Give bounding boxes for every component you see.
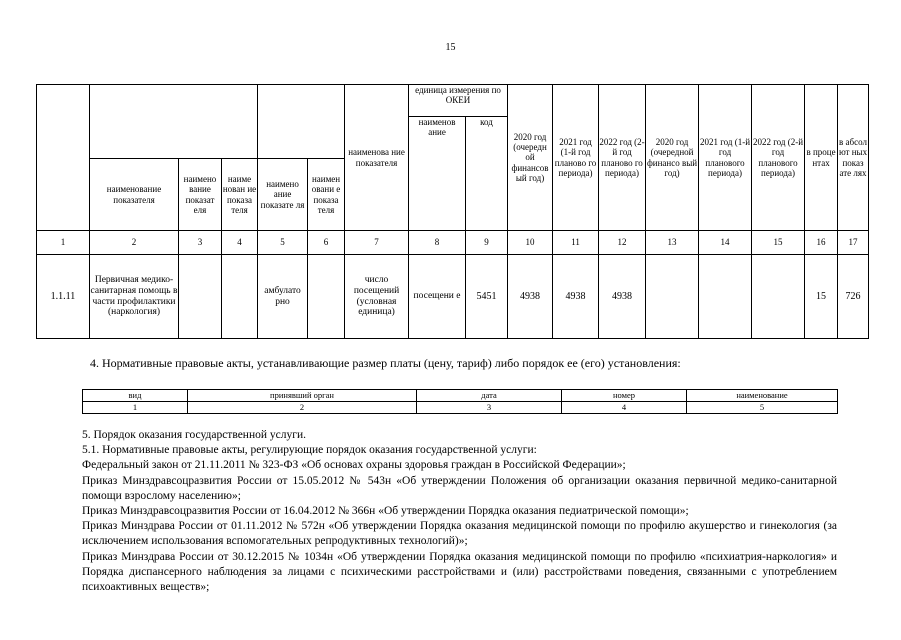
- header-2022: 2022 год (2-й год планово го периода): [599, 85, 646, 231]
- section-5-1-title: 5.1. Нормативные правовые акты, регулирующие порядок оказания государственной услуги:: [82, 444, 537, 457]
- header-indicator-name: наименова ние показателя: [345, 85, 409, 231]
- subheader-name-3: наиме нован ие показа теля: [222, 159, 258, 231]
- legal-acts-table: [82, 389, 838, 414]
- unit-code: 5451: [466, 255, 508, 339]
- col-number: 1: [83, 402, 188, 414]
- col-number: 14: [699, 231, 752, 255]
- header-2020-fee: 2020 год (очередной финансо вый год): [646, 85, 699, 231]
- legal-act-item: Приказ Минздравсоцразвития России от 16.04.2012 № 366н «Об утверждении Порядка оказания педиатрической помощи»;: [82, 505, 689, 518]
- header-empty-group-2: [258, 85, 345, 159]
- col-number: 16: [805, 231, 838, 255]
- col-number: 8: [409, 231, 466, 255]
- subheader-name-4: наимено ание показате ля: [258, 159, 308, 231]
- header-okei-code: код: [466, 117, 508, 231]
- acts-header-title: наименование: [687, 390, 838, 402]
- legal-act-item: Приказ Минздравсоцразвития России от 15.05.2012 № 543н «Об утверждении Положения об организации оказания первичной медико-санитарной помощи взрослому населению»;: [82, 474, 837, 502]
- subheader-name-1: наименование показателя: [90, 159, 179, 231]
- header-2022-fee: 2022 год (2-й год планового периода): [752, 85, 805, 231]
- header-2020: 2020 год (очередн ой финансов ый год): [508, 85, 553, 231]
- header-percent: в проце нтах: [805, 85, 838, 231]
- section-4-title: 4. Нормативные правовые акты, устанавливающие размер платы (цену, тариф) либо порядок ее (его) установления:: [90, 356, 681, 370]
- deviation-percent: 15: [805, 255, 838, 339]
- fee-2021: [699, 255, 752, 339]
- legal-act-item: Приказ Минздрава России от 30.12.2015 № 1034н «Об утверждении Порядка оказания медицинской помощи по профилю «психиатрия-наркология» и Порядка диспансерного наблюдения за лицами с психическими расстройствами и (или) расстройствами поведения, связанными с употреблением психоактивных веществ»;: [82, 550, 837, 594]
- indicator-name: число посещений (условная единица): [345, 255, 409, 339]
- col-number: 3: [417, 402, 562, 414]
- value-2022: 4938: [599, 255, 646, 339]
- col-number: 5: [687, 402, 838, 414]
- col-number: 4: [222, 231, 258, 255]
- col-number: 15: [752, 231, 805, 255]
- value-2021: 4938: [553, 255, 599, 339]
- service-form: амбулато рно: [258, 255, 308, 339]
- section-5-title: 5. Порядок оказания государственной услуги.: [82, 429, 306, 441]
- col-number: 2: [90, 231, 179, 255]
- indicators-table: [36, 84, 869, 339]
- column-number-row: [37, 231, 869, 255]
- col-number: 17: [838, 231, 869, 255]
- deviation-absolute: 726: [838, 255, 869, 339]
- col-number: 5: [258, 231, 308, 255]
- header-okei: единица измерения по ОКЕИ: [409, 85, 508, 117]
- col-number: 10: [508, 231, 553, 255]
- col-number: 1: [37, 231, 90, 255]
- value-2020: 4938: [508, 255, 553, 339]
- col-number: 13: [646, 231, 699, 255]
- acts-header-authority: принявший орган: [188, 390, 417, 402]
- col-number: 7: [345, 231, 409, 255]
- col-number: 4: [562, 402, 687, 414]
- col-number: 6: [308, 231, 345, 255]
- subheader-name-2: наимено вание показат еля: [179, 159, 222, 231]
- cell-c6: [308, 255, 345, 339]
- header-empty-group-1: [90, 85, 258, 159]
- col-number: 2: [188, 402, 417, 414]
- page-number: 15: [445, 42, 456, 53]
- fee-2020: [646, 255, 699, 339]
- service-name: Первичная медико-санитарная помощь в части профилактики (наркология): [90, 255, 179, 339]
- acts-header-type: вид: [83, 390, 188, 402]
- header-empty-1: [37, 85, 90, 231]
- header-absolute: в абсол ют ных показ ате лях: [838, 85, 869, 231]
- acts-header-number: номер: [562, 390, 687, 402]
- col-number: 11: [553, 231, 599, 255]
- table-row: [37, 255, 869, 339]
- row-code: 1.1.11: [37, 255, 90, 339]
- cell-c3: [179, 255, 222, 339]
- subheader-name-5: наимен овани е показа теля: [308, 159, 345, 231]
- section-5: [82, 428, 837, 595]
- acts-header-date: дата: [417, 390, 562, 402]
- header-2021: 2021 год (1-й год планово го периода): [553, 85, 599, 231]
- cell-c4: [222, 255, 258, 339]
- col-number: 3: [179, 231, 222, 255]
- col-number: 12: [599, 231, 646, 255]
- col-number: 9: [466, 231, 508, 255]
- unit-name: посещени е: [409, 255, 466, 339]
- legal-act-item: Федеральный закон от 21.11.2011 № 323-ФЗ «Об основах охраны здоровья граждан в Российской Федерации»;: [82, 459, 626, 472]
- header-okei-name: наименов ание: [409, 117, 466, 231]
- legal-act-item: Приказ Минздрава России от 01.11.2012 № 572н «Об утверждении Порядка оказания медицинской помощи по профилю акушерство и гинекология (за исключением использования вспомогательных репродуктивных технологий)»;: [82, 520, 837, 548]
- header-2021-fee: 2021 год (1-й год планового периода): [699, 85, 752, 231]
- fee-2022: [752, 255, 805, 339]
